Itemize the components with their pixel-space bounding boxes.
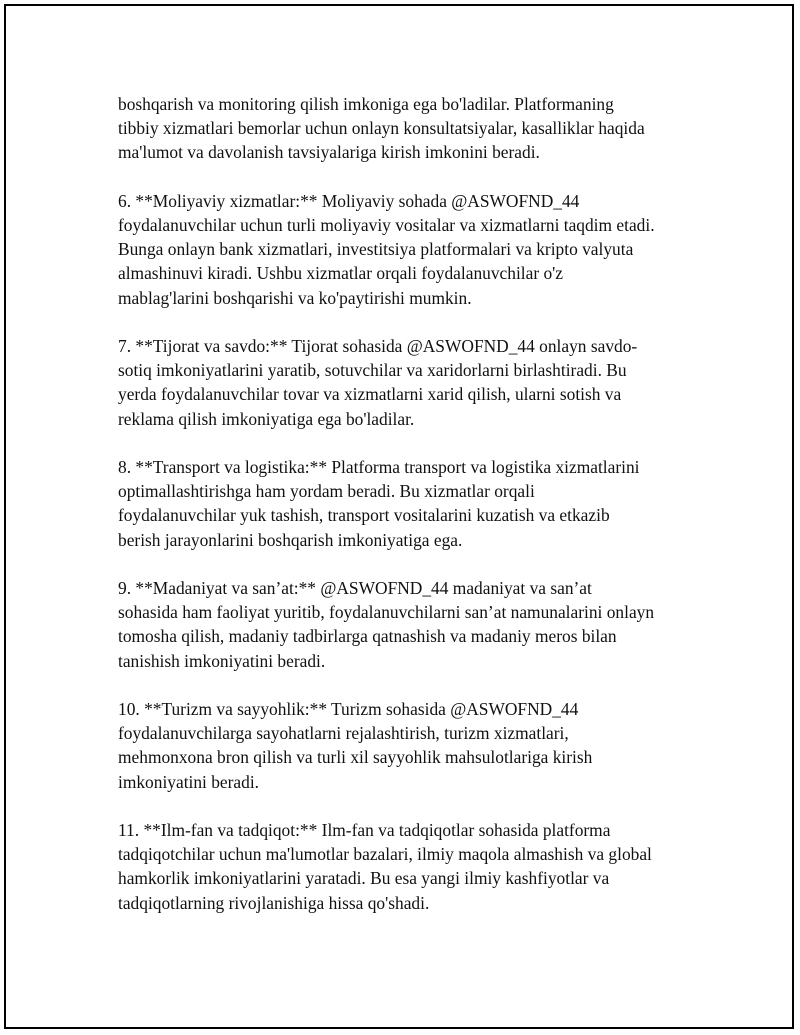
text-line: berish jarayonlarini boshqarish imkoniyatiga ega.	[118, 529, 463, 550]
text-line: almashinuvi kiradi. Ushbu xizmatlar orqali foydalanuvchilar o'z	[118, 263, 564, 284]
text-line: 8. **Transport va logistika:** Platforma transport va logistika xizmatlarini	[118, 457, 640, 477]
document-body	[118, 92, 718, 939]
text-line: 10. **Turizm va sayyohlik:** Turizm sohasida @ASWOFND_44	[118, 699, 579, 719]
paragraph-item-6	[118, 189, 718, 310]
text-line: tibbiy xizmatlari bemorlar uchun onlayn konsultatsiyalar, kasalliklar haqida	[118, 118, 645, 139]
paragraph-item-11	[118, 818, 718, 915]
text-line: foydalanuvchilar uchun turli moliyaviy vositalar va xizmatlarni taqdim etadi.	[118, 215, 655, 235]
paragraph-item-7	[118, 334, 718, 431]
paragraph-item-10	[118, 697, 718, 794]
text-line: foydalanuvchilarga sayohatlarni rejalashtirish, turizm xizmatlari,	[118, 723, 569, 744]
text-line: boshqarish va monitoring qilish imkoniga ega bo'ladilar. Platformaning	[118, 94, 614, 114]
text-line: tomosha qilish, madaniy tadbirlarga qatnashish va madaniy meros bilan	[118, 626, 617, 647]
paragraph-item-9	[118, 576, 718, 673]
text-line: optimallashtirishga ham yordam beradi. Bu xizmatlar orqali	[118, 481, 535, 502]
text-line: imkoniyatini beradi.	[118, 771, 260, 792]
paragraph-item-8	[118, 455, 718, 552]
text-line: tanishish imkoniyatini beradi.	[118, 650, 326, 671]
text-line: sohasida ham faoliyat yuritib, foydalanuvchilarni san’at namunalarini onlayn	[118, 602, 655, 623]
paragraph-intro	[118, 92, 718, 165]
text-line: tadqiqotchilar uchun ma'lumotlar bazalari, ilmiy maqola almashish va global	[118, 844, 652, 865]
text-line: mehmonxona bron qilish va turli xil sayyohlik mahsulotlariga kirish	[118, 747, 593, 768]
text-line: 11. **Ilm-fan va tadqiqot:** Ilm-fan va tadqiqotlar sohasida platforma	[118, 820, 611, 840]
text-line: ma'lumot va davolanish tavsiyalariga kirish imkonini beradi.	[118, 142, 540, 163]
text-line: sotiq imkoniyatlarini yaratib, sotuvchilar va xaridorlarni birlashtiradi. Bu	[118, 360, 627, 381]
text-line: yerda foydalanuvchilar tovar va xizmatlarni xarid qilish, ularni sotish va	[118, 384, 622, 405]
text-line: 6. **Moliyaviy xizmatlar:** Moliyaviy sohada @ASWOFND_44	[118, 190, 580, 211]
text-line: Bunga onlayn bank xizmatlari, investitsiya platformalari va kripto valyuta	[118, 239, 634, 260]
text-line: reklama qilish imkoniyatiga ega bo'ladilar.	[118, 408, 415, 429]
text-line: foydalanuvchilar yuk tashish, transport vositalarini kuzatish va etkazib	[118, 505, 610, 526]
text-line: hamkorlik imkoniyatlarini yaratadi. Bu esa yangi ilmiy kashfiyotlar va	[118, 868, 610, 889]
text-line: mablag'larini boshqarishi va ko'paytirishi mumkin.	[118, 287, 472, 308]
text-line: 9. **Madaniyat va san’at:** @ASWOFND_44 madaniyat va san’at	[118, 578, 592, 598]
text-line: 7. **Tijorat va savdo:** Tijorat sohasida @ASWOFND_44 onlayn savdo-	[118, 336, 638, 356]
text-line: tadqiqotlarning rivojlanishiga hissa qo'shadi.	[118, 892, 430, 913]
